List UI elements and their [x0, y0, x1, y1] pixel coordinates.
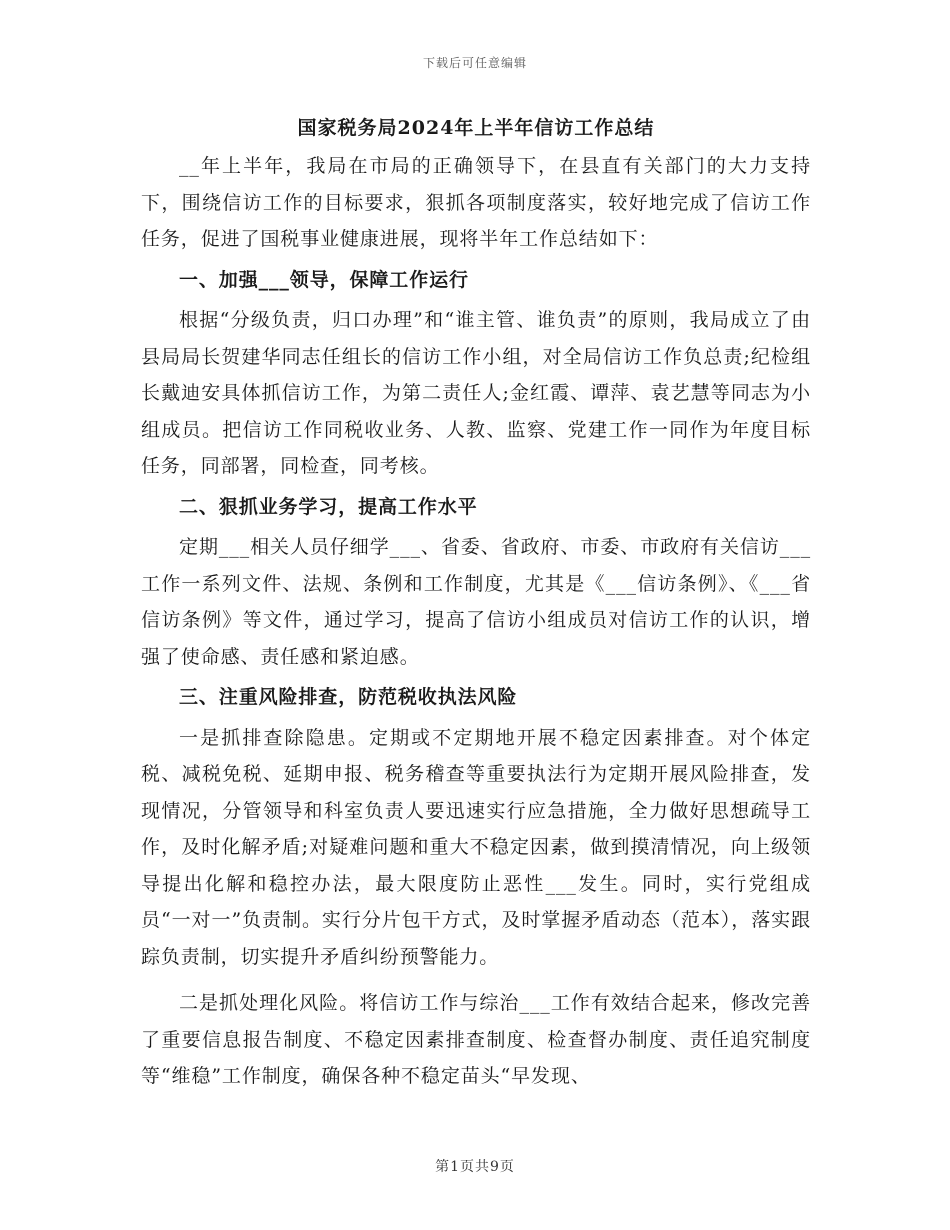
page-header-note: 下载后可任意编辑: [422, 56, 527, 70]
document-body: [141, 110, 811, 1095]
section-heading-2: 二、狠抓业务学习，提高工作水平: [179, 495, 478, 518]
section-2-paragraph-1: 定期___相关人员仔细学___、省委、省政府、市委、市政府有关信访___工作一系列文件、法规、条例和工作制度，尤其是《___信访条例》、《___省信访条例》等文件，通过学习，提高了信访小组成员对信访工作的认识，增强了使命感、责任感和紧迫感。: [141, 536, 811, 668]
section-3-paragraph-1: 一是抓排查除隐患。定期或不定期地开展不稳定因素排查。对个体定税、减税免税、延期申报、税务稽查等重要执法行为定期开展风险排查，发现情况，分管领导和科室负责人要迅速实行应急措施，全力做好思想疏导工作，及时化解矛盾;对疑难问题和重大不稳定因素，做到摸清情况，向上级领导提出化解和稳控办法，最大限度防止恶性___发生。同时，实行党组成员“一对一”负责制。实行分片包干方式，及时掌握矛盾动态（范本），落实跟踪负责制，切实提升矛盾纠纷预警能力。: [141, 726, 811, 968]
section-3-paragraph-2: 二是抓处理化风险。将信访工作与综治___工作有效结合起来，修改完善了重要信息报告制度、不稳定因素排查制度、检查督办制度、责任追究制度等“维稳”工作制度，确保各种不稳定苗头“早发现、: [141, 992, 811, 1087]
section-1-paragraph-1: 根据“分级负责，归口办理”和“谁主管、谁负责”的原则，我局成立了由县局局长贺建华同志任组长的信访工作小组，对全局信访工作负总责;纪检组长戴迪安具体抓信访工作，为第二责任人;金红霞、谭萍、袁艺慧等同志为小组成员。把信访工作同税收业务、人教、监察、党建工作一同作为年度目标任务，同部署，同检查，同考核。: [141, 309, 811, 477]
intro-paragraph: __年上半年，我局在市局的正确领导下，在县直有关部门的大力支持下，围绕信访工作的目标要求，狠抓各项制度落实，较好地完成了信访工作任务，促进了国税事业健康进展，现将半年工作总结如下：: [141, 155, 811, 250]
section-heading-1: 一、加强___领导，保障工作运行: [179, 268, 469, 291]
section-heading-3: 三、注重风险排查，防范税收执法风险: [179, 686, 518, 708]
document-title: 国家税务局2024年上半年信访工作总结: [297, 117, 655, 139]
page-number: 第1页共9页: [435, 1159, 515, 1175]
